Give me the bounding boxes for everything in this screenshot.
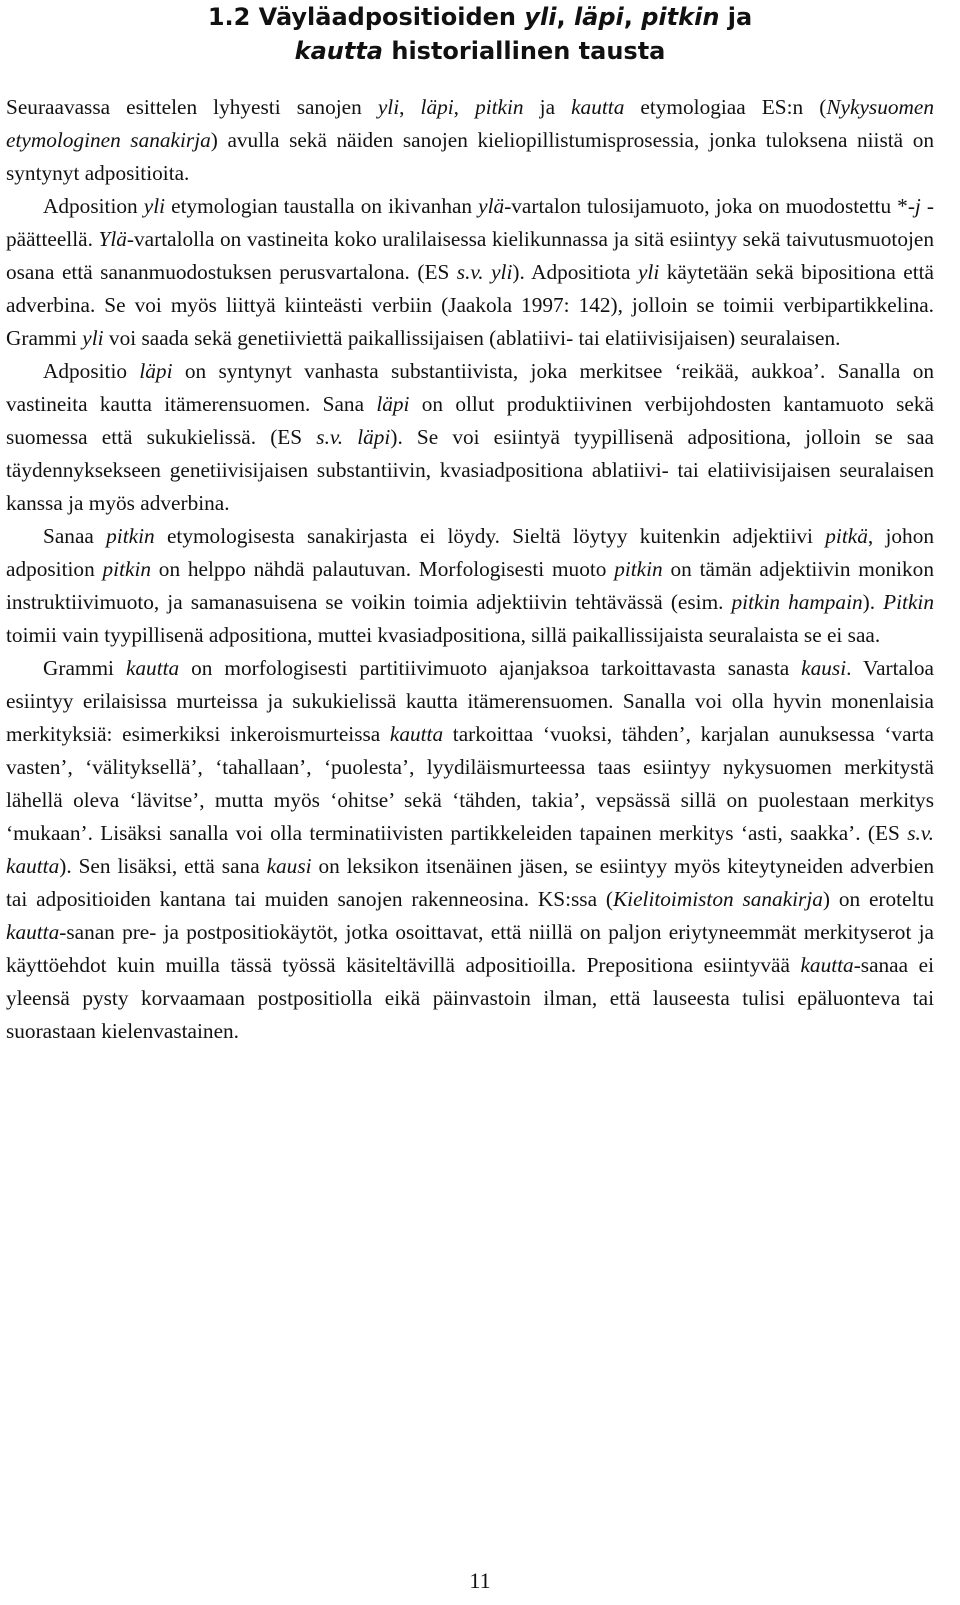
text-run: on leksikon itsenäinen jäsen, se esiintyy myös kiteytyneiden adverbien tai adpositioiden kantana tai muiden sanojen rakenneosina. KS:ssa ( [6,854,934,911]
italic-term: kautta [571,95,625,119]
italic-term: läpi [139,359,173,383]
text-run: on helppo nähdä palautuvan. Morfologisesti muoto [151,557,615,581]
italic-term: pitkin [106,524,155,548]
heading-separator: , [556,3,574,31]
italic-term: yli [143,194,166,218]
text-run: ) on eroteltu [822,887,934,911]
italic-term: kautta [800,953,854,977]
text-run: Adposition [43,194,144,218]
text-run: toimii vain tyypillisenä adpositiona, muttei kvasiadpositiona, sillä paikallissijaista seuralaista se ei saa. [6,623,881,647]
text-run: . Vartaloa esiintyy erilaisissa murteissa ja sukukielissä kautta itämerensuomen. Sanalla voi olla hyvin monenlaisia merkityksiä: esimerkiksi inkeroismurteissa [6,656,934,746]
italic-term: kausi [801,656,847,680]
page-number: 11 [469,1568,491,1593]
heading-term-kautta: kautta [294,37,383,65]
text-run: -päätteellä. [6,194,935,251]
italic-term: Nykysuomen etymologinen sanakirja [6,95,934,152]
text-run: -vartalolla on vastineita koko uralilaisessa kielikunnassa ja sitä esiintyy sekä taivutusmuotojen osana että sananmuodostuksen perusvartalona. (ES [6,227,934,284]
heading-line-1 [208,3,752,31]
paragraph [6,190,934,355]
heading-text: ja [719,3,753,31]
italic-term: yli [637,260,660,284]
text-run: , [453,95,476,119]
italic-term: yli [82,326,104,350]
italic-term: pitkin [102,557,152,581]
text-run: ja [523,95,572,119]
italic-term: läpi [420,95,454,119]
italic-term: Kielitoimiston sanakirja [612,887,823,911]
italic-term: kautta [6,920,60,944]
italic-term: Ylä [98,227,127,251]
italic-term: s.v. läpi [316,425,391,449]
text-run: ) avulla sekä näiden sanojen kieliopillistumisprosessia, jonka tuloksena niistä on syntynyt adpositioita. [6,128,935,185]
italic-term: j [914,194,921,218]
text-run: etymologian taustalla on ikivanhan [165,194,479,218]
paragraph [6,355,934,520]
heading-separator: , [623,3,642,31]
italic-term: yli [377,95,400,119]
italic-term: pitkin hampain [731,590,863,614]
heading-text: historiallinen tausta [383,37,666,65]
italic-term: Pitkin [883,590,934,614]
italic-term: läpi [376,392,410,416]
heading-term-yli: yli [524,3,557,31]
text-run: etymologisesta sanakirjasta ei löydy. Sieltä löytyy kuitenkin adjektiivi [154,524,826,548]
text-run: ). [862,590,884,614]
text-run: , johon adposition [6,524,934,581]
heading-term-lapi: läpi [573,3,624,31]
text-run: on syntynyt vanhasta substantiivista, joka merkitsee ‘reikää, aukkoa’. Sanalla on vastineita kautta itämerensuomen. Sana [6,359,934,416]
italic-term: pitkä [825,524,868,548]
text-run: voi saada sekä genetiiviettä paikallissijaisen (ablatiivi- tai elatiivisijaisen) seuralaisen. [103,326,841,350]
italic-term: s.v. yli [456,260,513,284]
text-run: Adpositio [43,359,140,383]
text-run: Seuraavassa esittelen lyhyesti sanojen [6,95,378,119]
text-run: on ollut produktiivinen verbijohdosten kantamuoto sekä suomessa että sukukielissä. (ES [6,392,934,449]
text-run: etymologiaa ES:n ( [624,95,827,119]
text-run: on morfologisesti partitiivimuoto ajanjaksoa tarkoittavasta sanasta [179,656,802,680]
paragraph [6,91,934,190]
italic-term: pitkin [614,557,663,581]
text-run: ). Adpositiota [512,260,638,284]
text-run: -sanan pre- ja postpositiokäytöt, jotka osoittavat, että niillä on paljon eriytyneemmät merkityserot ja käyttöehdot kuin muilla tässä työssä käsiteltävillä adpositioilla. Prepositiona esiintyvää [6,920,934,977]
text-run: ). Sen lisäksi, että sana [59,854,267,878]
text-run: -sanaa ei yleensä pysty korvaamaan postpositiolla eikä päinvastoin ilman, että lauseesta tulisi epäluonteva tai suorastaan kielenvastainen. [6,953,934,1043]
italic-term: kausi [266,854,312,878]
italic-term: kautta [389,722,444,746]
text-run: Grammi [43,656,126,680]
text-run: ). Se voi esiintyä tyypillisenä adpositiona, jolloin se saa täydennyksekseen genetiivisijaisen substantiivin, kvasiadpositiona ablatiivi- tai elatiivisijaisen seuralaisen kanssa ja myös adverbina. [6,425,934,515]
italic-term: kautta [125,656,180,680]
italic-term: ylä [478,194,505,218]
text-run: -vartalon tulosijamuoto, joka on muodostettu *- [504,194,915,218]
text-run: , [399,95,421,119]
heading-term-pitkin: pitkin [641,3,720,31]
paragraph [6,652,934,1048]
italic-term: pitkin [475,95,524,119]
heading-line-2 [295,37,666,65]
body-text [6,91,934,1048]
section-heading [0,0,960,68]
italic-term: s.v. kautta [6,821,934,878]
text-run: on tämän adjektiivin monikon instruktiivimuoto, ja samanasuisena se voikin toimia adjektiivin tehtävässä (esim. [6,557,934,614]
text-run: Sanaa [43,524,107,548]
paragraph [6,520,934,652]
text-run: käytetään sekä bipositiona että adverbina. Se voi myös liittyä kiinteästi verbiin (Jaakola 1997: 142), jolloin se toimii verbipartikkelina. Grammi [6,260,934,350]
heading-text: 1.2 Väyläadpositioiden [207,3,525,31]
text-run: tarkoittaa ‘vuoksi, tähden’, karjalan aunuksessa ‘varta vasten’, ‘välityksellä’, ‘tahallaan’, ‘puolesta’, lyydiläismurteessa taas esiintyy nykysuomen merkitystä lähellä oleva ‘lävitse’, mutta myös ‘ohitse’ sekä ‘tähden, takia’, vepsässä sillä on puolestaan merkitys ‘mukaan’. Lisäksi sanalla voi olla terminatiivisten partikkeleiden tapainen merkitys ‘asti, saakka’. (ES [6,722,934,845]
